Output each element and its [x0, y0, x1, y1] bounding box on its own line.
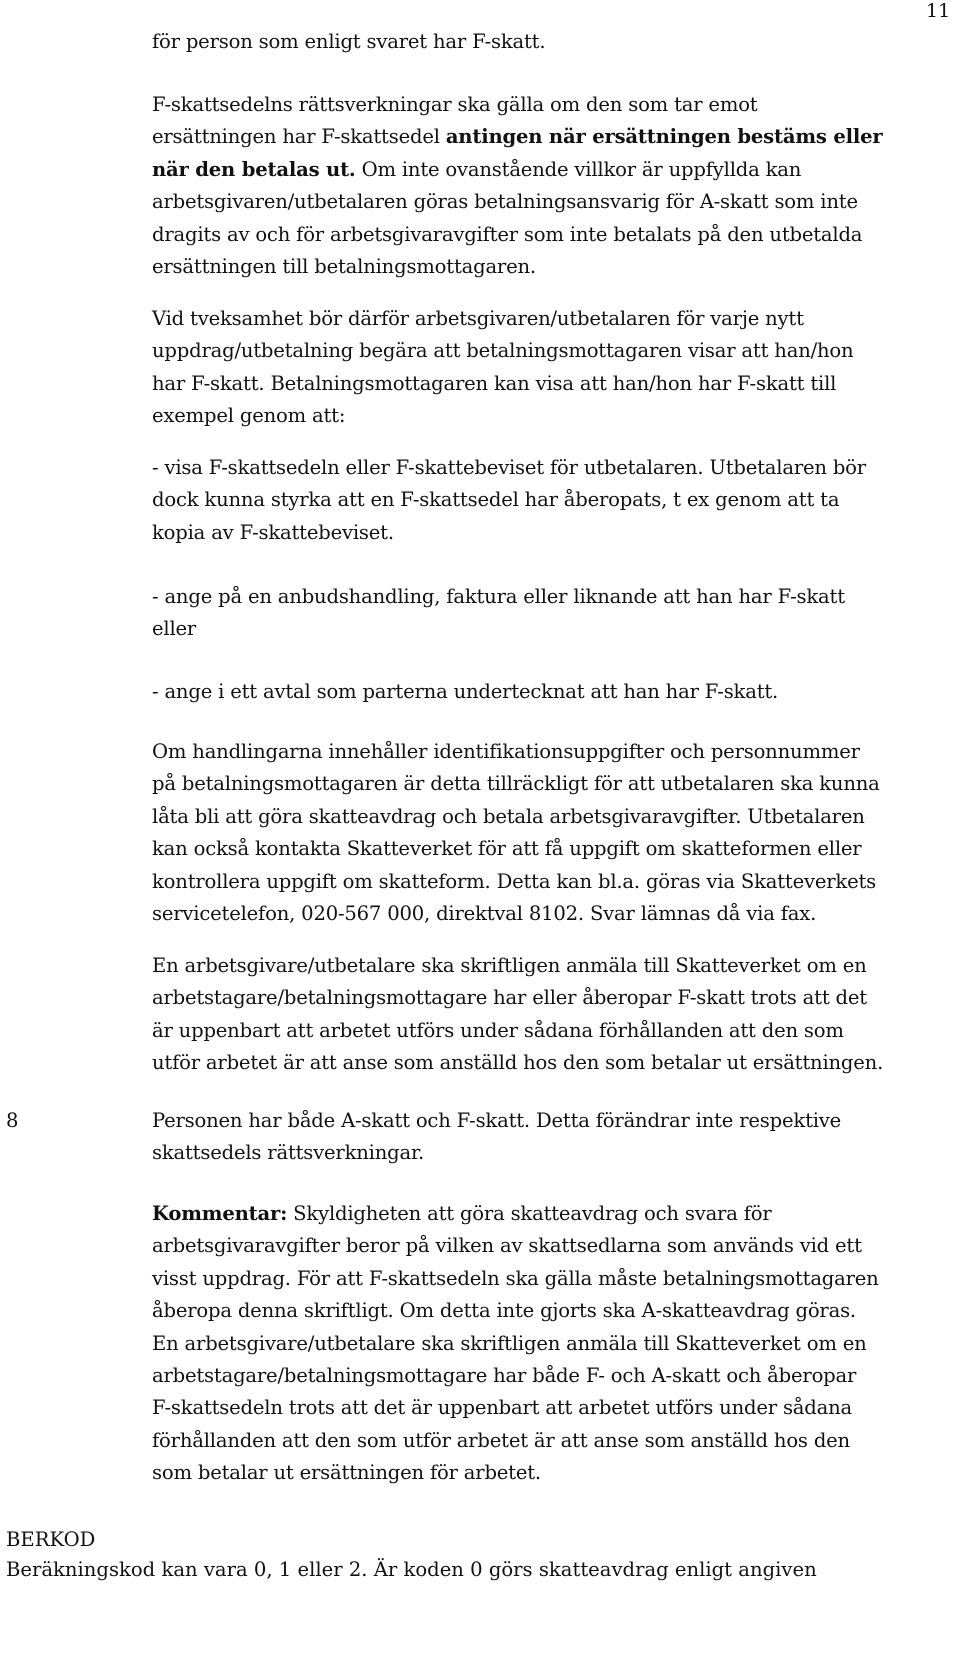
- text-line: exempel genom att:: [152, 404, 346, 428]
- paragraph-handlingar: [152, 736, 952, 930]
- text-line: som betalar ut ersättningen för arbetet.: [152, 1461, 541, 1485]
- text-line: - ange på en anbudshandling, faktura eller liknande att han har F-skatt: [152, 585, 845, 608]
- comment-block: [152, 1198, 952, 1490]
- item-8-text: [152, 1105, 952, 1170]
- text-line: arbetstagare/betalningsmottagare har eller åberopar F-skatt trots att det: [152, 986, 867, 1010]
- paragraph-continuation: [152, 26, 952, 58]
- text-line: förhållanden att den som utför arbetet är att anse som anställd hos den: [152, 1428, 850, 1452]
- text-line: är uppenbart att arbetet utförs under sådana förhållanden att den som: [152, 1018, 844, 1042]
- text-line: åberopa denna skriftligt. Om detta inte gjorts ska A-skatteavdrag göras.: [152, 1299, 856, 1323]
- text-line: skattsedels rättsverkningar.: [152, 1141, 425, 1165]
- text-line: har F-skatt. Betalningsmottagaren kan visa att han/hon har F-skatt till: [152, 371, 837, 395]
- text-line: - ange i ett avtal som parterna undertecknat att han har F-skatt.: [152, 680, 779, 703]
- text-line: En arbetsgivare/utbetalare ska skriftligen anmäla till Skatteverket om en: [152, 1331, 867, 1355]
- text-line: dock kunna styrka att en F-skattsedel har åberopats, t ex genom att ta: [152, 488, 840, 512]
- page-number: 11: [926, 0, 951, 22]
- item-number: 8: [6, 1109, 19, 1132]
- text-line: F-skattsedelns rättsverkningar ska gälla om den som tar emot: [152, 93, 758, 116]
- text-line: dragits av och för arbetsgivaravgifter som inte betalats på den utbetalda: [152, 222, 863, 246]
- text-line: kan också kontakta Skatteverket för att få uppgift om skatteformen eller: [152, 837, 862, 861]
- comment-label: Kommentar:: [152, 1202, 288, 1225]
- text-run: Skyldigheten att göra skatteavdrag och svara för: [287, 1202, 772, 1225]
- text-line: arbetsgivaren/utbetalaren göras betalningsansvarig för A-skatt som inte: [152, 190, 858, 214]
- text-line: ersättningen till betalningsmottagaren.: [152, 255, 536, 279]
- bold-text-run: när den betalas ut.: [152, 157, 356, 181]
- text-run: Om inte ovanstående villkor är uppfyllda kan: [355, 157, 802, 181]
- text-line: kontrollera uppgift om skatteform. Detta kan bl.a. göras via Skatteverkets: [152, 869, 877, 893]
- text-line: Om handlingarna innehåller identifikationsuppgifter och personnummer: [152, 740, 860, 763]
- paragraph-anmala: [152, 950, 952, 1080]
- text-line: - visa F-skattsedeln eller F-skattebeviset för utbetalaren. Utbetalaren bör: [152, 456, 866, 479]
- text-line: kopia av F-skattebeviset.: [152, 520, 394, 544]
- text-line: [152, 154, 952, 186]
- text-line: F-skattsedeln trots att det är uppenbart att arbetet utförs under sådana: [152, 1396, 853, 1420]
- text-line: uppdrag/utbetalning begära att betalningsmottagaren visar att han/hon: [152, 339, 854, 363]
- text-run: ersättningen har F-skattsedel: [152, 125, 446, 149]
- text-line: Vid tveksamhet bör därför arbetsgivaren/utbetalaren för varje nytt: [152, 307, 804, 330]
- bold-text-run: antingen när ersättningen bestäms eller: [445, 125, 883, 149]
- text-line: på betalningsmottagaren är detta tillräckligt för att utbetalaren ska kunna: [152, 772, 880, 796]
- text-line: för person som enligt svaret har F-skatt.: [152, 30, 546, 53]
- text-line: [152, 1198, 952, 1230]
- text-line: servicetelefon, 020-567 000, direktval 8102. Svar lämnas då via fax.: [152, 902, 817, 926]
- list-item-anbud: [152, 581, 952, 646]
- paragraph-rattsverkningar: [152, 89, 952, 283]
- text-line: En arbetsgivare/utbetalare ska skriftligen anmäla till Skatteverket om en: [152, 954, 867, 977]
- text-line: [152, 121, 952, 153]
- text-line: eller: [152, 617, 197, 641]
- text-line: låta bli att göra skatteavdrag och betala arbetsgivaravgifter. Utbetalaren: [152, 804, 865, 828]
- list-item-avtal: [152, 676, 952, 708]
- section-heading-berkod: BERKOD: [6, 1528, 96, 1551]
- text-line: visst uppdrag. För att F-skattsedeln ska gälla måste betalningsmottagaren: [152, 1266, 879, 1290]
- text-line: Personen har både A-skatt och F-skatt. Detta förändrar inte respektive: [152, 1109, 842, 1132]
- text-line: arbetsgivaravgifter beror på vilken av skattsedlarna som används vid ett: [152, 1234, 862, 1258]
- footer-text-line: Beräkningskod kan vara 0, 1 eller 2. Är koden 0 görs skatteavdrag enligt angiven: [6, 1558, 817, 1581]
- list-item-visa: [152, 452, 952, 549]
- text-line: arbetstagare/betalningsmottagare har både F- och A-skatt och åberopar: [152, 1364, 857, 1388]
- paragraph-tveksamhet: [152, 303, 952, 433]
- text-line: utför arbetet är att anse som anställd hos den som betalar ut ersättningen.: [152, 1051, 884, 1075]
